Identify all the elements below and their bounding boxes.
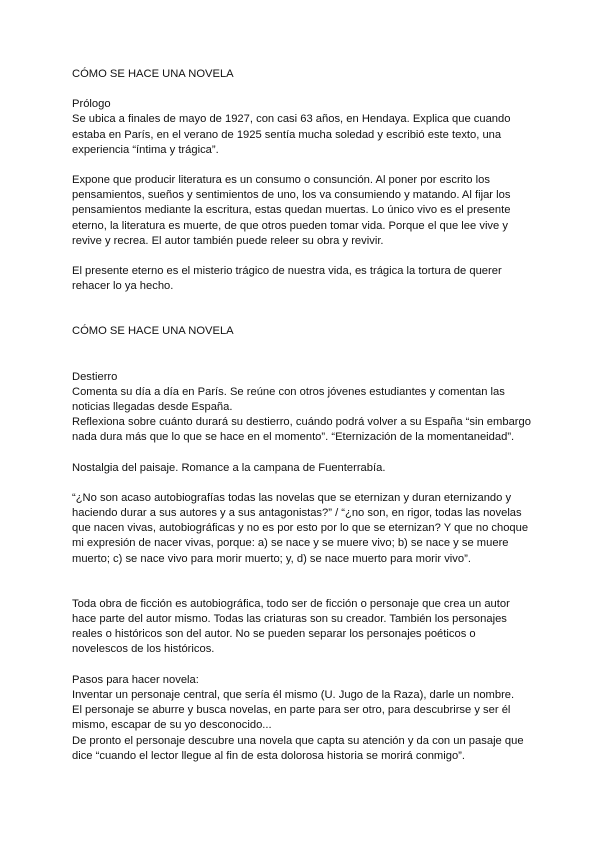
- section-heading-destierro: Destierro: [72, 370, 118, 383]
- paragraph: Se ubica a finales de mayo de 1927, con casi 63 años, en Hendaya. Explica que cuando estaba en París, en el verano de 1925 sentía mucha soledad y escribió este texto, una experiencia “íntima y trágica”.: [72, 113, 511, 156]
- paragraph: Comenta su día a día en París. Se reúne con otros jóvenes estudiantes y comentan las noticias llegadas desde España.: [72, 385, 505, 414]
- document-title: CÓMO SE HACE UNA NOVELA: [72, 68, 234, 80]
- section-heading-pasos: Pasos para hacer novela:: [72, 673, 199, 686]
- paragraph: Nostalgia del paisaje. Romance a la campana de Fuenterrabía.: [72, 461, 386, 474]
- document-body: [72, 67, 532, 764]
- paragraph: Reflexiona sobre cuánto durará su destierro, cuándo podrá volver a su España “sin embargo nada dura más que lo que se hace en el momento”. “Eternización de la momentaneidad”.: [72, 416, 531, 444]
- list-item: El personaje se aburre y busca novelas, en parte para ser otro, para descubrirse y ser él mismo, escapar de su yo desconocido...: [72, 704, 511, 732]
- paragraph: El presente eterno es el misterio trágico de nuestra vida, es trágica la tortura de querer rehacer lo ya hecho.: [72, 265, 502, 293]
- quote-paragraph: “¿No son acaso autobiografías todas las novelas que se eternizan y duran eternizando y haciendo durar a sus autores y a sus antagonistas?” / “¿no son, en rigor, todas las novelas que nacen vivas, autobiográficas y no es por esto por lo que se eternizan? Y que no choque mi expresión de nacer vivas, porque: a) se nace y se muere vivo; b) se nace y se muere muerto; c) se nace vivo para morir muerto; y, d) se nace muerto para morir vivo”.: [72, 491, 529, 565]
- document-title-repeat: CÓMO SE HACE UNA NOVELA: [72, 325, 234, 338]
- paragraph: Expone que producir literatura es un consumo o consunción. Al poner por escrito los pensamientos, sueños y sentimientos de uno, los va consumiendo y matando. Al fijar los pensamientos mediante la escritura, estas quedan muertas. Lo único vivo es el presente eterno, la literatura es muerte, de que otros pueden tomar vida. Porque el que lee vive y revive y recrea. El autor también puede releer su obra y revivir.: [72, 174, 511, 247]
- section-heading-prologo: Prólogo: [72, 98, 111, 111]
- list-item: De pronto el personaje descubre una novela que capta su atención y da con un pasaje que dice “cuando el lector llegue al fin de esta dolorosa historia se morirá conmigo”.: [72, 734, 524, 762]
- list-item: Inventar un personaje central, que sería él mismo (U. Jugo de la Raza), darle un nombre.: [72, 688, 515, 701]
- paragraph: Toda obra de ficción es autobiográfica, todo ser de ficción o personaje que crea un autor hace parte del autor mismo. Todas las criaturas son su creador. También los personajes reales o históricos son del autor. No se pueden separar los personajes poéticos o novelescos de los históricos.: [72, 597, 510, 656]
